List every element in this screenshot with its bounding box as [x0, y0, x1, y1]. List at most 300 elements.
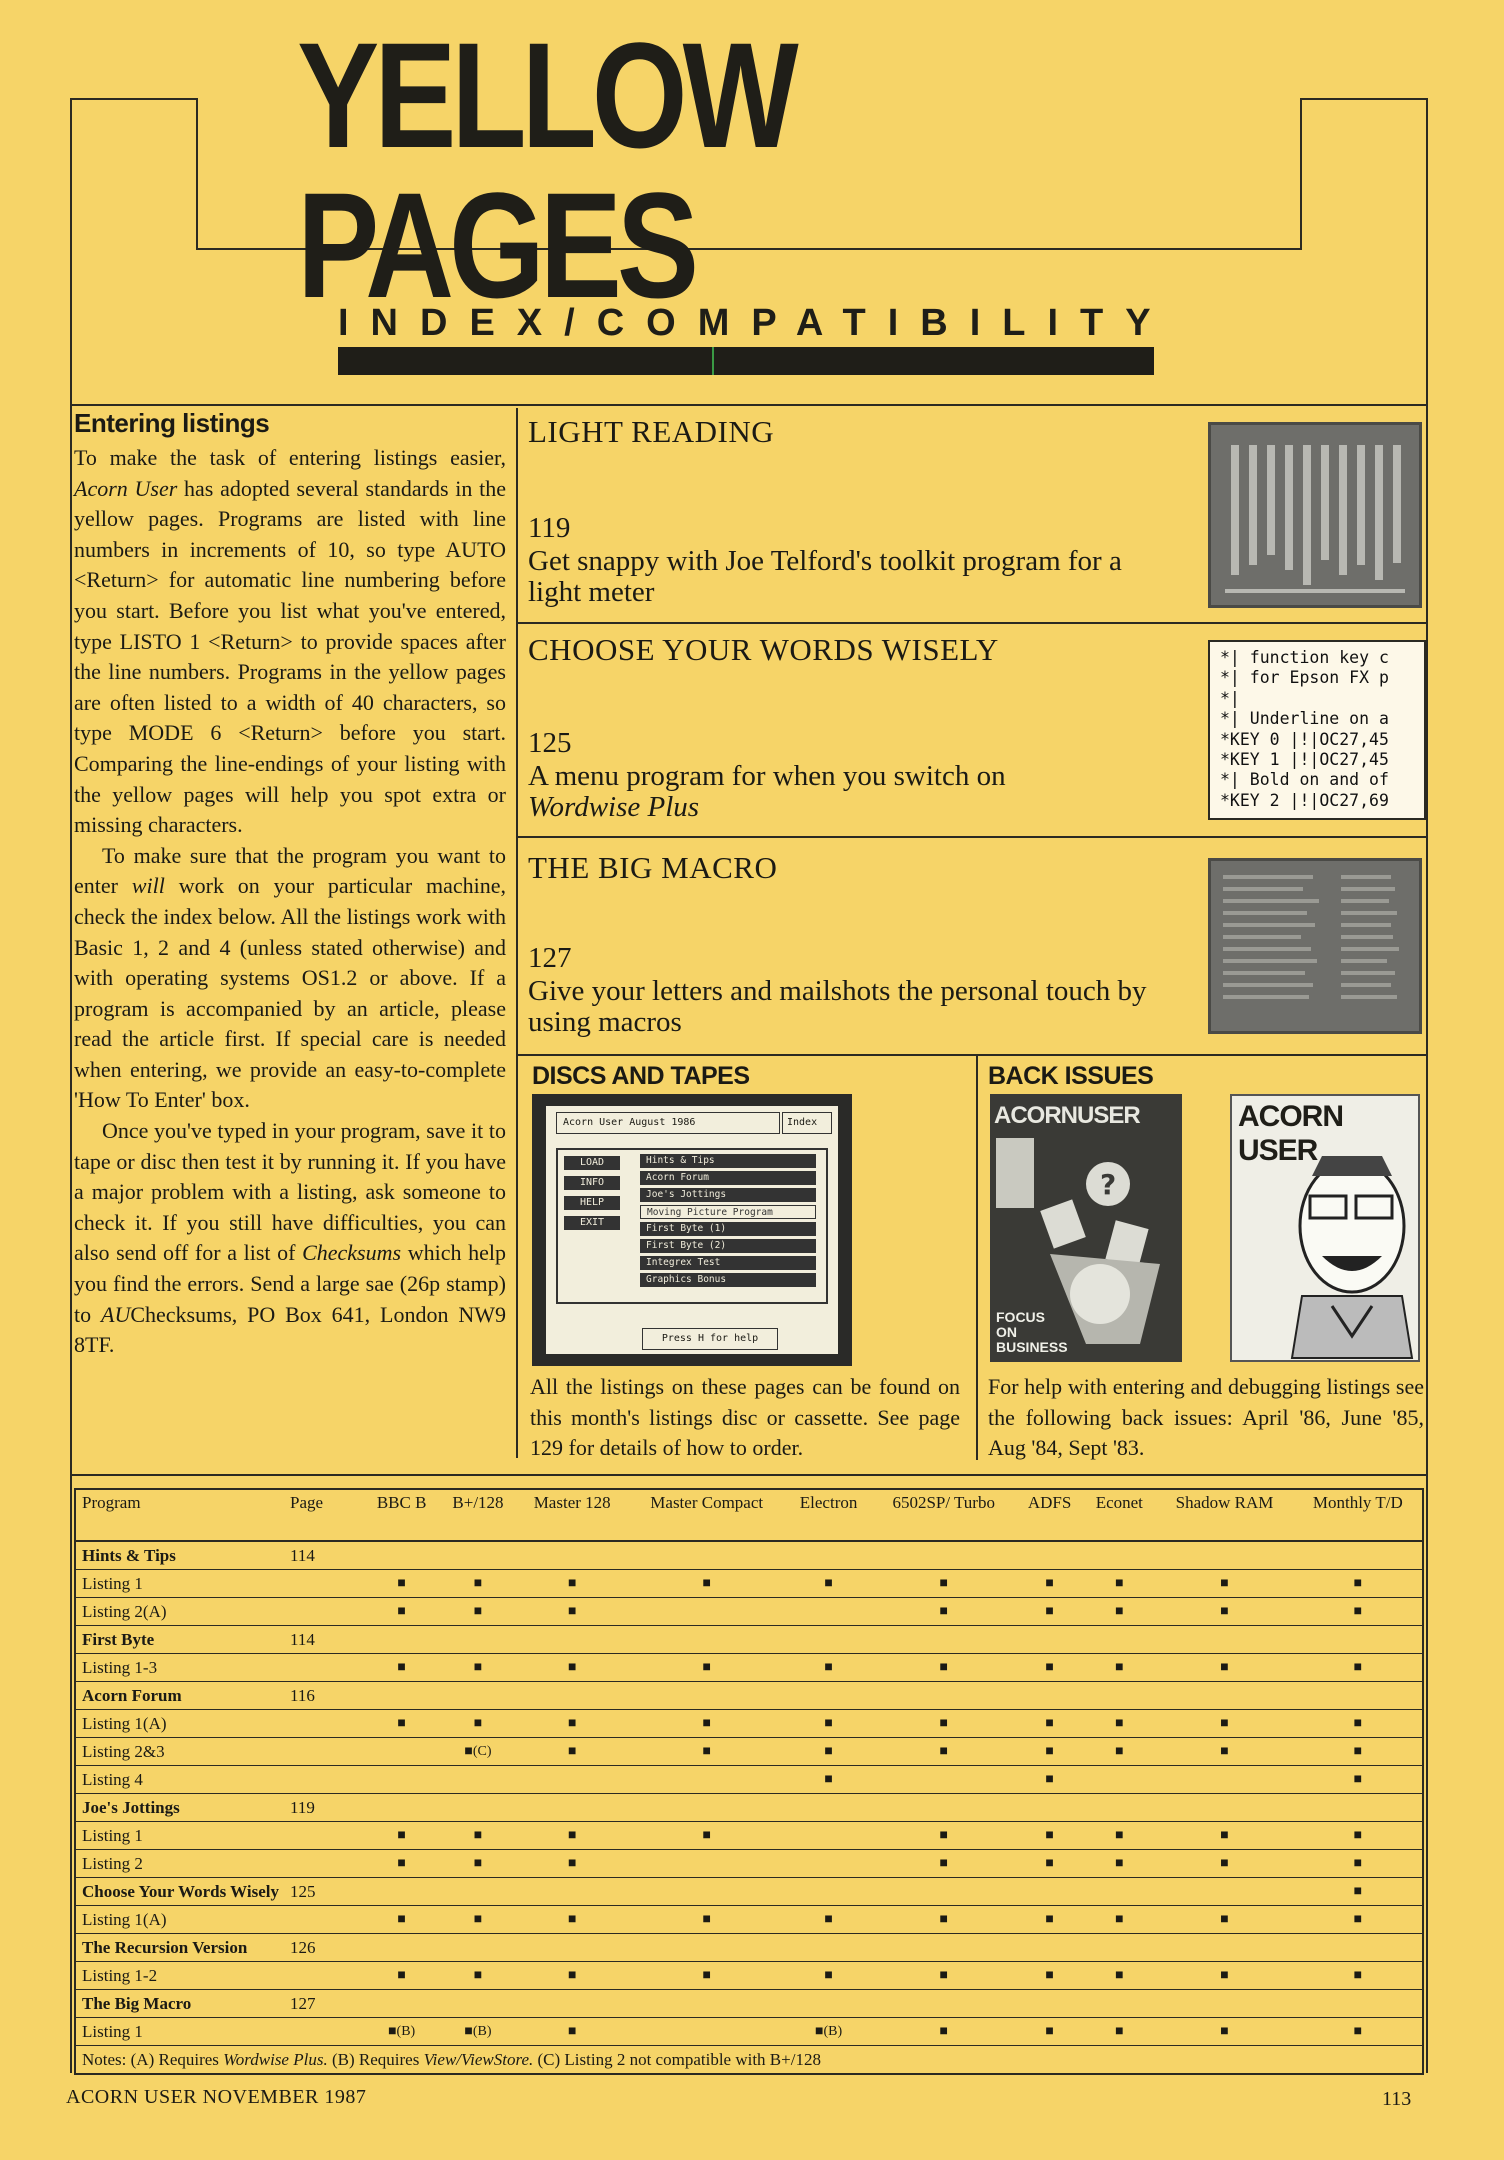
program-name-cell: Listing 1(A): [75, 1710, 286, 1738]
page-cell: 125: [286, 1878, 364, 1906]
program-name-cell: Listing 2&3: [75, 1738, 286, 1766]
column-header: Monthly T/D: [1294, 1489, 1423, 1541]
compatibility-cell: ■: [364, 1570, 439, 1598]
section-divider: [976, 1056, 978, 1460]
code-line: *| function key c: [1220, 648, 1389, 667]
compatibility-cell: [1016, 1682, 1083, 1710]
table-row: [75, 1682, 1423, 1710]
compatibility-cell: [364, 1541, 439, 1570]
footer-magazine-issue: ACORN USER NOVEMBER 1987: [66, 2086, 367, 2108]
feature-page-number: 127: [528, 942, 572, 974]
back-issue-cover-1: [990, 1094, 1182, 1362]
feature-title: CHOOSE YOUR WORDS WISELY: [528, 632, 999, 667]
compatibility-cell: ■: [364, 1906, 439, 1934]
code-line: *KEY 1 |!|OC27,45: [1220, 750, 1389, 770]
compatibility-cell: [628, 1850, 786, 1878]
intro-heading: Entering listings: [74, 408, 270, 438]
compatibility-cell: ■: [1155, 1570, 1293, 1598]
compatibility-cell: ■: [1083, 1850, 1155, 1878]
page-cell: [286, 1850, 364, 1878]
compatibility-cell: [786, 1850, 872, 1878]
disc-menu-item: First Byte (1): [640, 1222, 816, 1236]
compatibility-cell: [1294, 1990, 1423, 2018]
disc-help-button: HELP: [564, 1196, 620, 1210]
compatibility-cell: ■: [1155, 1906, 1293, 1934]
compatibility-cell: [1016, 1878, 1083, 1906]
compatibility-cell: ■: [628, 1710, 786, 1738]
subtitle-bar: [338, 347, 1154, 375]
compatibility-cell: ■: [517, 1822, 628, 1850]
back-issue-cover-2: [1230, 1094, 1420, 1362]
code-line: *KEY 2 |!|OC27,69: [1220, 790, 1389, 810]
disc-menu-item: Integrex Test: [640, 1256, 816, 1270]
intro-paragraph-3: Once you've typed in your program, save it to tape or disc then test it by running it. If you have a major problem with a listing, ask someone to check it. If you still have difficulties, you can also send off for a list of Checksums which help you find the errors. Send a large sae (26p stamp) to AUChecksums, PO Box 641, London NW9 8TF.: [74, 1118, 507, 1358]
compatibility-cell: ■: [1016, 1738, 1083, 1766]
program-name-cell: First Byte: [75, 1626, 286, 1654]
compatibility-cell: ■: [871, 1710, 1016, 1738]
compatibility-cell: ■: [1294, 1654, 1423, 1682]
table-row: [75, 1906, 1423, 1934]
compatibility-cell: [1155, 1878, 1293, 1906]
disc-menu-screenshot: [532, 1094, 852, 1366]
compatibility-cell: [517, 1541, 628, 1570]
compatibility-cell: [628, 1682, 786, 1710]
compatibility-cell: ■: [1083, 1822, 1155, 1850]
compatibility-cell: [1294, 1626, 1423, 1654]
disc-menu-panel: [556, 1148, 828, 1304]
compatibility-cell: ■(B): [439, 2018, 516, 2046]
column-header: Page: [286, 1489, 364, 1541]
feature-description: A menu program for when you switch on Wordwise Plus: [528, 760, 1006, 823]
compatibility-cell: ■: [786, 1654, 872, 1682]
compatibility-cell: ■: [439, 1850, 516, 1878]
compatibility-cell: ■: [871, 1598, 1016, 1626]
frame-left-rule: [70, 98, 72, 2073]
column-header: B+/128: [439, 1489, 516, 1541]
compatibility-cell: [439, 1766, 516, 1794]
subtitle-bar-mark: [712, 347, 714, 375]
compatibility-cell: [439, 1794, 516, 1822]
compatibility-cell: ■: [364, 1962, 439, 1990]
compatibility-cell: ■: [1155, 1850, 1293, 1878]
compatibility-cell: [871, 1682, 1016, 1710]
frame-right-rule: [1426, 98, 1428, 2073]
compatibility-cell: ■: [1083, 1654, 1155, 1682]
compatibility-cell: ■: [1155, 1654, 1293, 1682]
table-row: [75, 1598, 1423, 1626]
compatibility-cell: [628, 1541, 786, 1570]
program-name-cell: Listing 2: [75, 1850, 286, 1878]
discs-heading: DISCS AND TAPES: [532, 1062, 750, 1090]
column-header: Electron: [786, 1489, 872, 1541]
compatibility-cell: ■: [1294, 1850, 1423, 1878]
back-issues-caption: For help with entering and debugging listings see the following back issues: April '86, June '85, Aug '84, Sept '83.: [988, 1374, 1424, 1461]
table-row: [75, 1962, 1423, 1990]
column-header: Master 128: [517, 1489, 628, 1541]
compatibility-cell: [1155, 1794, 1293, 1822]
compatibility-cell: ■: [517, 1570, 628, 1598]
compatibility-cell: [364, 1878, 439, 1906]
compatibility-cell: [871, 1878, 1016, 1906]
code-line: *| Underline on a: [1220, 709, 1389, 729]
compatibility-cell: ■: [786, 1962, 872, 1990]
page-cell: 126: [286, 1934, 364, 1962]
compatibility-cell: ■: [1155, 1962, 1293, 1990]
disc-screen-index: Index: [782, 1112, 832, 1134]
table-row: [75, 1570, 1423, 1598]
compatibility-cell: ■: [786, 1710, 872, 1738]
disc-screen-title: Acorn User August 1986: [556, 1112, 780, 1134]
table-body: [75, 1541, 1423, 2046]
compatibility-cell: [364, 1626, 439, 1654]
masthead-title: YELLOW PAGES: [297, 11, 794, 329]
compatibility-cell: [1294, 1682, 1423, 1710]
svg-text:?: ?: [1100, 1168, 1117, 1201]
compatibility-cell: [871, 1990, 1016, 2018]
page-cell: [286, 2018, 364, 2046]
back-issues-heading: BACK ISSUES: [988, 1062, 1154, 1090]
compatibility-cell: ■: [517, 2018, 628, 2046]
feature-page-number: 125: [528, 727, 572, 759]
compatibility-cell: ■: [517, 1654, 628, 1682]
table-row: [75, 1990, 1423, 2018]
compatibility-cell: [439, 1934, 516, 1962]
page-cell: [286, 1654, 364, 1682]
disc-menu-item: Moving Picture Program: [640, 1205, 816, 1219]
table-row: [75, 1934, 1423, 1962]
compatibility-cell: ■: [1155, 1710, 1293, 1738]
section-subtitle: INDEX/COMPATIBILITY: [338, 302, 1173, 344]
program-name-cell: Listing 1-3: [75, 1654, 286, 1682]
compatibility-cell: ■: [628, 1570, 786, 1598]
compatibility-cell: ■: [1016, 1570, 1083, 1598]
compatibility-cell: ■: [871, 1570, 1016, 1598]
page-cell: 116: [286, 1682, 364, 1710]
compatibility-cell: [628, 1934, 786, 1962]
compatibility-cell: [786, 1878, 872, 1906]
compatibility-cell: ■: [1083, 1710, 1155, 1738]
compatibility-cell: [871, 1626, 1016, 1654]
compatibility-cell: [628, 1794, 786, 1822]
compatibility-cell: ■: [1016, 1710, 1083, 1738]
column-header: Program: [75, 1489, 286, 1541]
page-cell: [286, 1738, 364, 1766]
page-cell: 119: [286, 1794, 364, 1822]
compatibility-cell: ■: [786, 1766, 872, 1794]
cover-2-illustration: [1232, 1096, 1420, 1362]
compatibility-cell: [1083, 1934, 1155, 1962]
disc-info-button: INFO: [564, 1176, 620, 1190]
compatibility-cell: [1155, 1541, 1293, 1570]
compatibility-cell: ■: [1294, 2018, 1423, 2046]
compatibility-cell: [517, 1934, 628, 1962]
compatibility-cell: ■: [364, 1598, 439, 1626]
compatibility-cell: ■: [439, 1822, 516, 1850]
compatibility-cell: [871, 1934, 1016, 1962]
table-row: [75, 1626, 1423, 1654]
page-cell: 127: [286, 1990, 364, 2018]
feature-title: THE BIG MACRO: [528, 850, 778, 885]
compatibility-cell: [439, 1990, 516, 2018]
compatibility-cell: ■(C): [439, 1738, 516, 1766]
header-divider: [72, 404, 1426, 406]
compatibility-cell: ■: [1016, 1850, 1083, 1878]
disc-menu-screen: [546, 1106, 838, 1354]
compatibility-cell: [1083, 1682, 1155, 1710]
code-line: *|: [1220, 688, 1240, 708]
compatibility-cell: ■: [1294, 1906, 1423, 1934]
compatibility-cell: [786, 1822, 872, 1850]
feature-divider: [518, 622, 1426, 624]
compatibility-cell: [786, 1598, 872, 1626]
compatibility-cell: [1155, 1990, 1293, 2018]
compatibility-cell: [786, 1682, 872, 1710]
compatibility-cell: ■: [1294, 1738, 1423, 1766]
intro-paragraph-2: To make sure that the program you want to enter will work on your particular machine, check the index below. All the listings work with Basic 1, 2 and 4 (unless stated otherwise) and with operating systems OS1.2 or above. If a program is accompanied by an article, please read the article first. If special care is needed when entering, we provide an easy-to-complete 'How To Enter' box.: [74, 842, 507, 1113]
compatibility-cell: ■: [1016, 1766, 1083, 1794]
compatibility-cell: ■: [517, 1710, 628, 1738]
page-cell: [286, 1710, 364, 1738]
cover-1-brand: ACORNUSER: [994, 1102, 1140, 1129]
compatibility-cell: ■: [1083, 1962, 1155, 1990]
compatibility-cell: [517, 1766, 628, 1794]
compatibility-cell: ■: [1083, 1906, 1155, 1934]
compatibility-cell: [439, 1878, 516, 1906]
compatibility-cell: [517, 1626, 628, 1654]
program-name-cell: The Recursion Version: [75, 1934, 286, 1962]
feature-divider: [518, 836, 1426, 838]
compatibility-cell: ■: [786, 1906, 872, 1934]
disc-help-prompt: Press H for help: [642, 1328, 778, 1350]
compatibility-cell: ■: [871, 2018, 1016, 2046]
compatibility-cell: ■(B): [786, 2018, 872, 2046]
table-row: [75, 1878, 1423, 1906]
compatibility-cell: ■: [628, 1654, 786, 1682]
disc-load-button: LOAD: [564, 1156, 620, 1170]
compatibility-cell: ■: [871, 1906, 1016, 1934]
disc-menu-item: First Byte (2): [640, 1239, 816, 1253]
cover-1-blurb: FOCUS ON BUSINESS: [996, 1309, 1068, 1355]
compatibility-cell: ■: [439, 1710, 516, 1738]
footer-page-number: 113: [1382, 2088, 1412, 2110]
compatibility-cell: [1294, 1934, 1423, 1962]
compatibility-cell: ■: [1083, 1738, 1155, 1766]
cover-2-brand: ACORN USER: [1238, 1100, 1343, 1167]
compatibility-cell: ■: [786, 1738, 872, 1766]
compatibility-cell: ■: [1155, 1598, 1293, 1626]
compatibility-cell: ■: [786, 1570, 872, 1598]
compatibility-cell: [439, 1682, 516, 1710]
compatibility-cell: [786, 1990, 872, 2018]
table-row: [75, 1766, 1423, 1794]
light-meter-screenshot: [1208, 422, 1422, 608]
column-divider: [516, 408, 518, 1458]
compatibility-cell: ■: [1016, 1822, 1083, 1850]
compatibility-cell: ■(B): [364, 2018, 439, 2046]
macro-screenshot: [1208, 858, 1422, 1034]
column-header: Master Compact: [628, 1489, 786, 1541]
compatibility-cell: ■: [1155, 1822, 1293, 1850]
table-row: [75, 1710, 1423, 1738]
code-line: *| for Epson FX p: [1220, 668, 1389, 688]
feature-page-number: 119: [528, 512, 571, 544]
page-cell: 114: [286, 1541, 364, 1570]
program-name-cell: Listing 1-2: [75, 1962, 286, 1990]
compatibility-cell: [871, 1794, 1016, 1822]
compatibility-cell: [1083, 1766, 1155, 1794]
code-line: *| Bold on and of: [1220, 770, 1389, 790]
compatibility-cell: [1083, 1990, 1155, 2018]
compatibility-cell: ■: [1083, 1598, 1155, 1626]
page-cell: [286, 1822, 364, 1850]
compatibility-cell: [1016, 1626, 1083, 1654]
compatibility-cell: [628, 1878, 786, 1906]
compatibility-cell: ■: [871, 1962, 1016, 1990]
compatibility-table-wrapper: [74, 1488, 1424, 2075]
compatibility-cell: ■: [628, 1738, 786, 1766]
light-meter-bars-graphic: [1211, 425, 1419, 605]
page-cell: [286, 1906, 364, 1934]
compatibility-cell: ■: [364, 1654, 439, 1682]
compatibility-cell: [1016, 1794, 1083, 1822]
compatibility-cell: [364, 1766, 439, 1794]
column-header: Shadow RAM: [1155, 1489, 1293, 1541]
compatibility-cell: [628, 1990, 786, 2018]
compatibility-cell: ■: [439, 1570, 516, 1598]
page-cell: [286, 1766, 364, 1794]
compatibility-cell: [364, 1794, 439, 1822]
feature-divider: [518, 1054, 1426, 1056]
compatibility-cell: [1294, 1794, 1423, 1822]
compatibility-cell: [364, 1738, 439, 1766]
compatibility-cell: ■: [1294, 1710, 1423, 1738]
compatibility-cell: ■: [517, 1906, 628, 1934]
compatibility-cell: ■: [1294, 1766, 1423, 1794]
compatibility-cell: [1016, 1934, 1083, 1962]
intro-column: [74, 408, 506, 1361]
compatibility-cell: [517, 1878, 628, 1906]
compatibility-cell: ■: [1083, 2018, 1155, 2046]
feature-description: Get snappy with Joe Telford's toolkit program for a light meter: [528, 545, 1122, 608]
disc-exit-button: EXIT: [564, 1216, 620, 1230]
compatibility-cell: ■: [1294, 1962, 1423, 1990]
compatibility-cell: [364, 1934, 439, 1962]
page-cell: 114: [286, 1626, 364, 1654]
compatibility-cell: ■: [1016, 1962, 1083, 1990]
compatibility-cell: [871, 1541, 1016, 1570]
compatibility-cell: [364, 1682, 439, 1710]
compatibility-cell: ■: [628, 1822, 786, 1850]
compatibility-cell: ■: [1294, 1822, 1423, 1850]
compatibility-cell: ■: [364, 1710, 439, 1738]
compatibility-cell: [1016, 1541, 1083, 1570]
discs-caption: All the listings on these pages can be found on this month's listings disc or cassette. See page 129 for details of how to order.: [530, 1374, 960, 1461]
compatibility-cell: [1016, 1990, 1083, 2018]
column-header: ADFS: [1016, 1489, 1083, 1541]
compatibility-cell: ■: [517, 1738, 628, 1766]
compatibility-cell: ■: [517, 1850, 628, 1878]
program-name-cell: The Big Macro: [75, 1990, 286, 2018]
program-name-cell: Acorn Forum: [75, 1682, 286, 1710]
table-notes: Notes: (A) Requires Wordwise Plus. (B) Requires View/ViewStore. (C) Listing 2 not compatible with B+/128: [82, 2049, 821, 2069]
compatibility-cell: ■: [364, 1850, 439, 1878]
disc-menu-item: Acorn Forum: [640, 1171, 816, 1185]
compatibility-cell: [517, 1794, 628, 1822]
page-cell: [286, 1962, 364, 1990]
program-name-cell: Listing 2(A): [75, 1598, 286, 1626]
compatibility-cell: ■: [1016, 1654, 1083, 1682]
macro-list-graphic: [1211, 861, 1419, 1031]
compatibility-cell: [439, 1541, 516, 1570]
compatibility-cell: ■: [439, 1654, 516, 1682]
compatibility-cell: ■: [871, 1738, 1016, 1766]
compatibility-cell: [439, 1626, 516, 1654]
compatibility-cell: ■: [628, 1962, 786, 1990]
compatibility-cell: ■: [1155, 2018, 1293, 2046]
table-row: [75, 1794, 1423, 1822]
compatibility-cell: ■: [1294, 1570, 1423, 1598]
compatibility-cell: ■: [871, 1654, 1016, 1682]
disc-menu-item: Hints & Tips: [640, 1154, 816, 1168]
table-row: [75, 1822, 1423, 1850]
compatibility-cell: ■: [1083, 1570, 1155, 1598]
compatibility-cell: ■: [439, 1906, 516, 1934]
compatibility-cell: [1294, 1541, 1423, 1570]
disc-menu-item: Graphics Bonus: [640, 1273, 816, 1287]
compatibility-cell: [786, 1794, 872, 1822]
page-cell: [286, 1598, 364, 1626]
disc-menu-item: Joe's Jottings: [640, 1188, 816, 1202]
compatibility-cell: [628, 2018, 786, 2046]
program-name-cell: Listing 1(A): [75, 1906, 286, 1934]
compatibility-cell: [871, 1766, 1016, 1794]
column-header: Econet: [1083, 1489, 1155, 1541]
compatibility-cell: [1083, 1794, 1155, 1822]
compatibility-cell: [517, 1682, 628, 1710]
compatibility-cell: ■: [1016, 2018, 1083, 2046]
compatibility-cell: [1155, 1626, 1293, 1654]
intro-paragraph-1: To make the task of entering listings easier, Acorn User has adopted several standards in the yellow pages. Programs are listed with line numbers in increments of 10, so type AUTO <Return> for automatic line numbering before you start. Before you list what you've entered, type LISTO 1 <Return> to provide spaces after the line numbers. Programs in the yellow pages are often listed to a width of 40 characters, so type MODE 6 <Return> before you start. Comparing the line-endings of your listing with the yellow pages will help you spot extra or missing characters.: [74, 445, 507, 838]
table-row: [75, 1850, 1423, 1878]
column-header: BBC B: [364, 1489, 439, 1541]
compatibility-cell: [1155, 1934, 1293, 1962]
compatibility-cell: [628, 1626, 786, 1654]
table-header-row: [75, 1489, 1423, 1541]
compatibility-cell: [1083, 1541, 1155, 1570]
page-cell: [286, 1570, 364, 1598]
compatibility-cell: [628, 1766, 786, 1794]
program-name-cell: Hints & Tips: [75, 1541, 286, 1570]
feature-description: Give your letters and mailshots the personal touch by using macros: [528, 975, 1147, 1038]
compatibility-cell: ■: [1294, 1878, 1423, 1906]
table-top-divider: [72, 1474, 1426, 1476]
compatibility-cell: ■: [1155, 1738, 1293, 1766]
compatibility-cell: [1155, 1766, 1293, 1794]
compatibility-cell: [786, 1934, 872, 1962]
feature-title: LIGHT READING: [528, 414, 775, 449]
program-name-cell: Listing 1: [75, 1822, 286, 1850]
compatibility-cell: ■: [517, 1962, 628, 1990]
compatibility-cell: [364, 1990, 439, 2018]
compatibility-cell: ■: [439, 1598, 516, 1626]
column-header: 6502SP/ Turbo: [871, 1489, 1016, 1541]
compatibility-cell: ■: [1016, 1906, 1083, 1934]
program-name-cell: Listing 1: [75, 2018, 286, 2046]
program-name-cell: Joe's Jottings: [75, 1794, 286, 1822]
frame-top-rule: [70, 98, 198, 100]
table-row: [75, 1541, 1423, 1570]
compatibility-table: [74, 1488, 1424, 2075]
